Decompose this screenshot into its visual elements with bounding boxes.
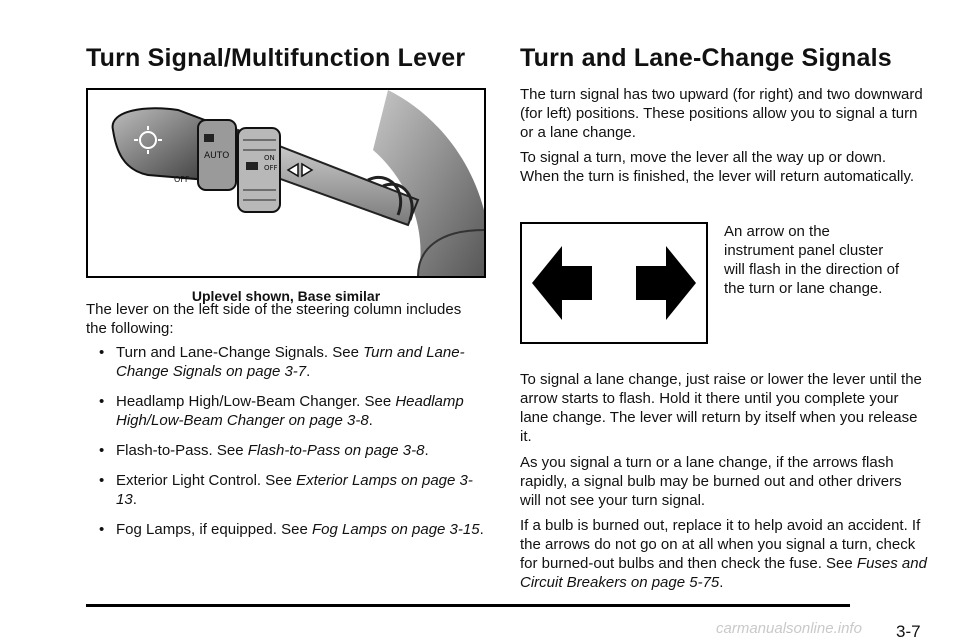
list-item: • Exterior Light Control. See Exterior Lamps on page 3-13.: [99, 472, 473, 508]
list-item: • Flash-to-Pass. See Flash-to-Pass on page 3-8.: [99, 442, 429, 459]
signals-paragraph-5: If a bulb is burned out, replace it to help avoid an accident. If the arrows do not go on at all when you signal a turn, check for burned-out bulbs and then check the fuse. See Fuses and Circuit Breakers on page 5-75.: [520, 517, 927, 591]
cross-reference-link[interactable]: Headlamp High/Low-Beam Changer on page 3-8: [116, 393, 464, 429]
list-item: • Headlamp High/Low-Beam Changer. See Headlamp High/Low-Beam Changer on page 3-8.: [99, 393, 464, 429]
cross-reference-link[interactable]: Flash-to-Pass on page 3-8: [247, 442, 425, 459]
left-arrow-icon: [532, 246, 592, 320]
cross-reference-link[interactable]: Turn and Lane-Change Signals on page 3-7: [116, 344, 465, 380]
signals-paragraph-2: To signal a turn, move the lever all the way up or down. When the turn is finished, the lever will return automatically.: [520, 149, 915, 185]
lever-label-off2: OFF: [264, 164, 278, 172]
right-arrow-icon: [636, 246, 696, 320]
section-heading-signals: Turn and Lane-Change Signals: [520, 44, 892, 72]
turn-arrows-illustration: [520, 222, 708, 344]
watermark: carmanualsonline.info: [716, 620, 862, 637]
cross-reference-link[interactable]: Fog Lamps on page 3-15: [311, 521, 480, 538]
lever-label-auto: AUTO: [204, 151, 230, 161]
cross-reference-link[interactable]: Exterior Lamps on page 3-13: [116, 472, 473, 508]
list-item: • Turn and Lane-Change Signals. See Turn and Lane-Change Signals on page 3-7.: [99, 344, 465, 380]
page-number: 3-7: [896, 622, 921, 641]
lever-feature-list: [86, 343, 490, 550]
figure-caption: Uplevel shown, Base similar: [191, 288, 381, 304]
lever-drawing: [88, 90, 484, 276]
cross-reference-link[interactable]: Fuses and Circuit Breakers on page 5-75: [520, 555, 927, 591]
footer-rule: [86, 604, 850, 607]
lever-illustration: [86, 88, 486, 278]
lever-label-off: OFF: [174, 175, 190, 184]
turn-arrows: [522, 224, 706, 342]
signals-paragraph-4: As you signal a turn or a lane change, if the arrows flash rapidly, a signal bulb may be burned out and other drivers will not see your turn signal.: [520, 454, 902, 509]
section-heading-lever: Turn Signal/Multifunction Lever: [86, 44, 466, 72]
list-item: • Fog Lamps, if equipped. See Fog Lamps on page 3-15.: [99, 521, 484, 538]
lever-intro: The lever on the left side of the steering column includes the following:: [86, 301, 462, 337]
signals-paragraph-1: The turn signal has two upward (for right) and two downward (for left) positions. These positions allow you to signal a turn or a lane change.: [520, 86, 923, 141]
lever-label-on: ON: [264, 154, 275, 162]
signals-paragraph-3: To signal a lane change, just raise or lower the lever until the arrow starts to flash. Hold it there until you complete your lane change. The lever will return by itself when you release it.: [520, 371, 922, 445]
arrow-description: An arrow on the instrument panel cluster will flash in the direction of the turn or lane change.: [724, 223, 900, 297]
